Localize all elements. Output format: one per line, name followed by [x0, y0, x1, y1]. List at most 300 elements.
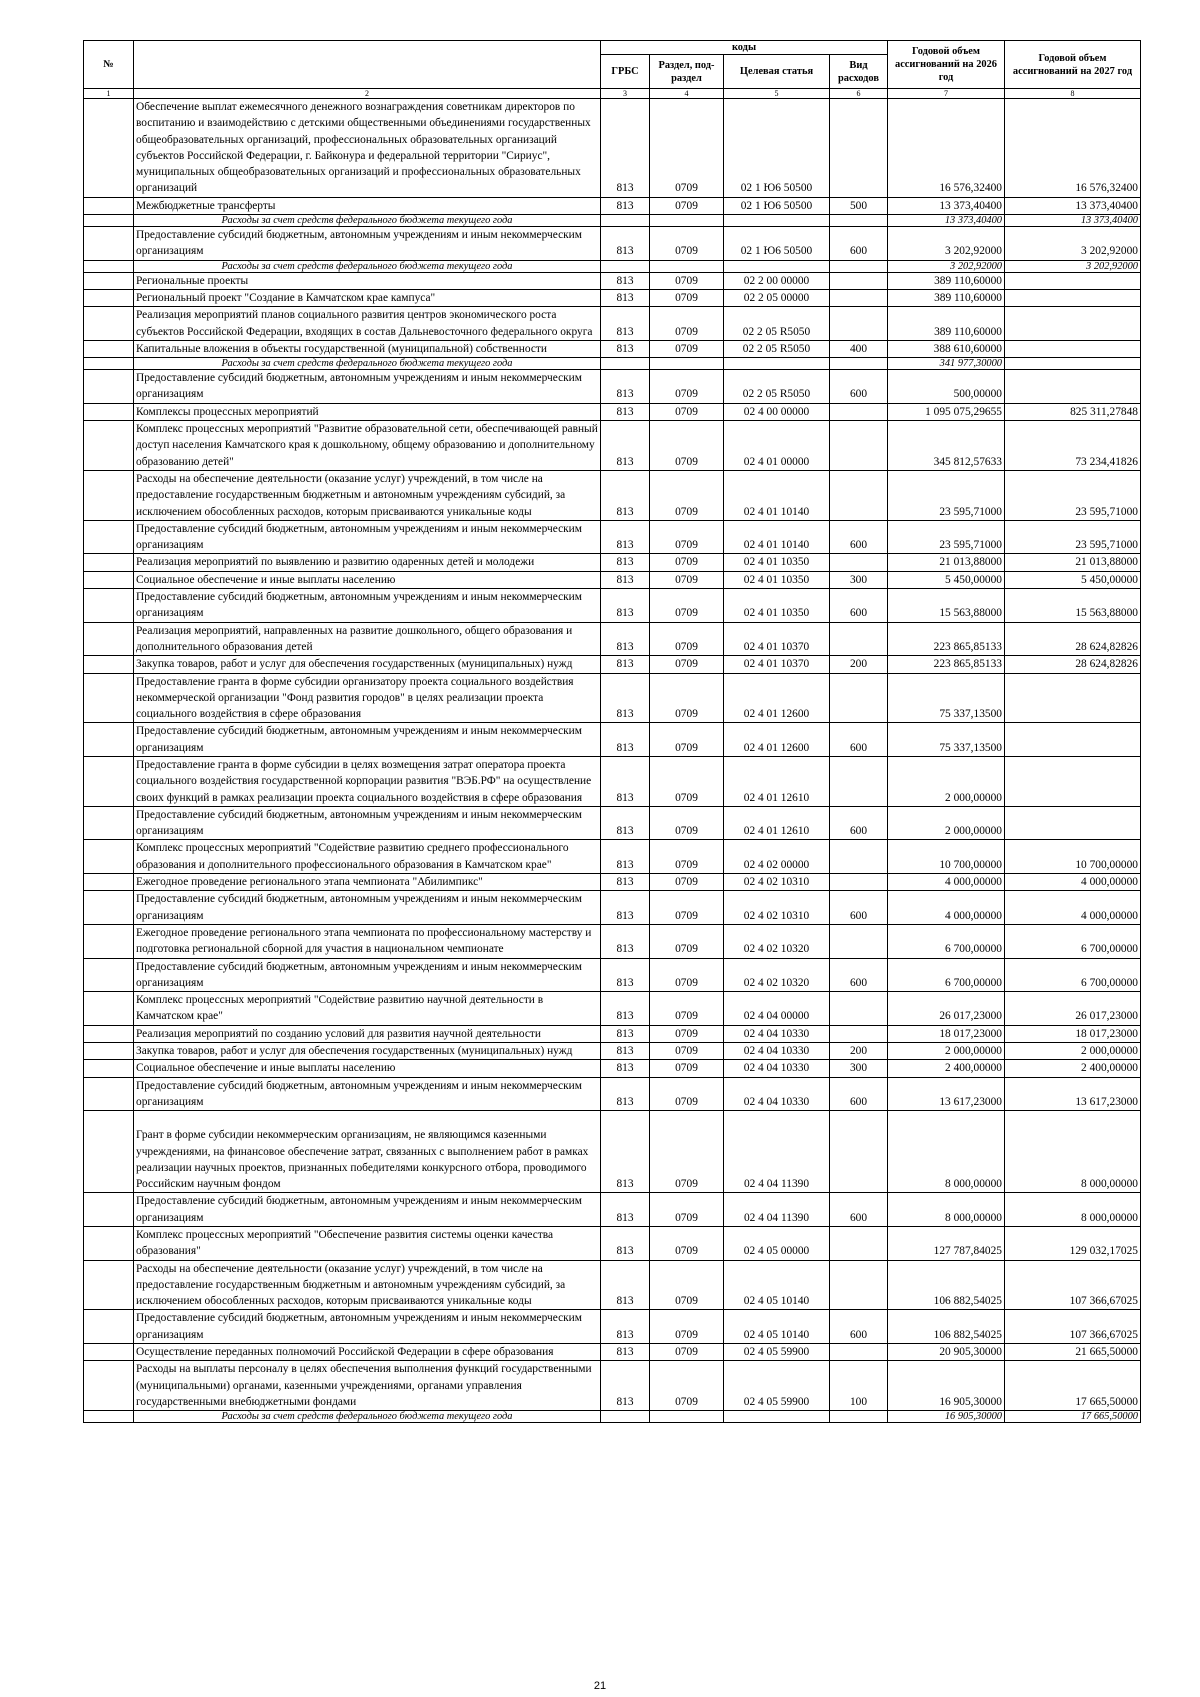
row-name-cell: Предоставление субсидий бюджетным, автономным учреждениям и иным некоммерческим организациям [134, 806, 601, 840]
row-name-cell: Обеспечение выплат ежемесячного денежного вознаграждения советникам директоров по воспитанию и взаимодействию с детскими общественными объединениями государственных общеобразовательных организаций, профессиональных образовательных организаций субъектов Российской Федерации, г. Байконура и федеральной территории "Сириус", муниципальных общеобразовательных организаций и профессиональных образовательных организаций [134, 99, 601, 198]
target-cell: 02 4 04 11390 [724, 1111, 830, 1193]
table-row [84, 891, 1141, 925]
grbs-cell: 813 [601, 1227, 650, 1261]
amount-2027-cell: 5 450,00000 [1005, 571, 1141, 588]
section-cell: 0709 [650, 421, 724, 471]
amount-2027-cell: 13 373,40400 [1005, 215, 1141, 227]
grbs-cell: 813 [601, 571, 650, 588]
grbs-cell: 813 [601, 1111, 650, 1193]
amount-2027-cell [1005, 272, 1141, 289]
target-cell: 02 4 05 59900 [724, 1344, 830, 1361]
amount-2027-cell: 2 000,00000 [1005, 1043, 1141, 1060]
grbs-cell: 813 [601, 554, 650, 571]
amount-2027-cell: 2 400,00000 [1005, 1060, 1141, 1077]
grbs-cell: 813 [601, 874, 650, 891]
section-cell: 0709 [650, 1043, 724, 1060]
row-number-cell [84, 520, 134, 554]
federal-funds-note-row [84, 358, 1141, 370]
amount-2027-cell [1005, 756, 1141, 806]
federal-funds-note-row [84, 260, 1141, 272]
row-name-cell: Предоставление субсидий бюджетным, автономным учреждениям и иным некоммерческим организациям [134, 589, 601, 623]
table-row [84, 470, 1141, 520]
target-cell: 02 2 05 R5050 [724, 307, 830, 341]
amount-2027-cell: 825 311,27848 [1005, 403, 1141, 420]
table-row [84, 874, 1141, 891]
amount-2027-cell [1005, 723, 1141, 757]
row-number-cell [84, 1077, 134, 1111]
table-row [84, 227, 1141, 261]
grbs-cell [601, 215, 650, 227]
row-name-cell: Комплекс процессных мероприятий "Содействие развитию среднего профессионального образования и дополнительного профессионального образования в Камчатском крае" [134, 840, 601, 874]
row-name-cell: Расходы за счет средств федерального бюджета текущего года [134, 1411, 601, 1423]
amount-2027-cell: 21 013,88000 [1005, 554, 1141, 571]
federal-funds-note-row [84, 215, 1141, 227]
amount-2026-cell: 5 450,00000 [888, 571, 1005, 588]
page-number: 21 [593, 1680, 607, 1692]
row-name-cell: Региональный проект "Создание в Камчатском крае кампуса" [134, 289, 601, 306]
section-cell: 0709 [650, 924, 724, 958]
row-name-cell: Реализация мероприятий по созданию условий для развития научной деятельности [134, 1025, 601, 1042]
grbs-cell: 813 [601, 421, 650, 471]
target-cell: 02 2 05 R5050 [724, 370, 830, 404]
row-name-cell: Предоставление субсидий бюджетным, автономным учреждениям и иным некоммерческим организациям [134, 370, 601, 404]
target-cell: 02 4 01 12600 [724, 673, 830, 723]
grbs-cell: 813 [601, 622, 650, 656]
kind-cell: 600 [830, 891, 888, 925]
target-cell: 02 4 01 10350 [724, 589, 830, 623]
amount-2026-cell: 75 337,13500 [888, 723, 1005, 757]
row-name-cell: Предоставление субсидий бюджетным, автономным учреждениям и иным некоммерческим организациям [134, 1310, 601, 1344]
row-name-cell: Реализация мероприятий по выявлению и развитию одаренных детей и молодежи [134, 554, 601, 571]
grbs-cell: 813 [601, 891, 650, 925]
grbs-cell: 813 [601, 1344, 650, 1361]
row-number-cell [84, 1344, 134, 1361]
row-name-cell: Осуществление переданных полномочий Российской Федерации в сфере образования [134, 1344, 601, 1361]
section-cell: 0709 [650, 723, 724, 757]
grbs-cell: 813 [601, 1077, 650, 1111]
row-name-cell: Предоставление гранта в форме субсидии в целях возмещения затрат оператора проекта социального воздействия государственной корпорации развития "ВЭБ.РФ" на осуществление своих функций в рамках реализации проекта социального воздействия в сфере образования [134, 756, 601, 806]
column-number-row [84, 89, 1141, 99]
kind-cell: 500 [830, 197, 888, 214]
amount-2026-cell: 26 017,23000 [888, 992, 1005, 1026]
target-cell [724, 1411, 830, 1423]
row-name-cell: Грант в форме субсидии некоммерческим организациям, не являющимся казенными учреждениями, на финансовое обеспечение затрат, связанных с выполнением работ в рамках реализации научных проектов, признанных победителями конкурсного отбора, проводимого Российским научным фондом [134, 1111, 601, 1193]
table-row [84, 1060, 1141, 1077]
amount-2027-cell: 16 576,32400 [1005, 99, 1141, 198]
amount-2027-cell: 26 017,23000 [1005, 992, 1141, 1026]
column-number: 6 [830, 89, 888, 99]
amount-2027-cell: 23 595,71000 [1005, 520, 1141, 554]
table-row [84, 656, 1141, 673]
row-name-cell: Социальное обеспечение и иные выплаты населению [134, 571, 601, 588]
amount-2026-cell: 3 202,92000 [888, 260, 1005, 272]
target-cell: 02 4 04 10330 [724, 1025, 830, 1042]
amount-2026-cell: 13 617,23000 [888, 1077, 1005, 1111]
grbs-cell: 813 [601, 1060, 650, 1077]
grbs-cell: 813 [601, 806, 650, 840]
amount-2027-cell: 8 000,00000 [1005, 1193, 1141, 1227]
kind-cell: 600 [830, 520, 888, 554]
row-name-cell: Расходы на выплаты персоналу в целях обеспечения выполнения функций государственными (муниципальными) органами, казенными учреждениями, органами управления государственными внебюджетными фондами [134, 1361, 601, 1411]
amount-2027-cell: 6 700,00000 [1005, 924, 1141, 958]
table-row [84, 1260, 1141, 1310]
section-cell: 0709 [650, 403, 724, 420]
header-section: Раздел, под-раздел [650, 55, 724, 89]
table-row [84, 992, 1141, 1026]
table-row [84, 1111, 1141, 1193]
amount-2026-cell: 2 000,00000 [888, 1043, 1005, 1060]
grbs-cell: 813 [601, 99, 650, 198]
grbs-cell: 813 [601, 272, 650, 289]
section-cell: 0709 [650, 227, 724, 261]
row-number-cell [84, 840, 134, 874]
section-cell: 0709 [650, 1077, 724, 1111]
amount-2027-cell: 3 202,92000 [1005, 260, 1141, 272]
grbs-cell: 813 [601, 958, 650, 992]
target-cell: 02 4 02 10310 [724, 874, 830, 891]
amount-2026-cell: 16 905,30000 [888, 1411, 1005, 1423]
row-number-cell [84, 1043, 134, 1060]
row-name-cell: Региональные проекты [134, 272, 601, 289]
kind-cell [830, 1111, 888, 1193]
section-cell: 0709 [650, 874, 724, 891]
row-name-cell: Расходы за счет средств федерального бюджета текущего года [134, 260, 601, 272]
kind-cell [830, 673, 888, 723]
row-name-cell: Закупка товаров, работ и услуг для обеспечения государственных (муниципальных) нужд [134, 656, 601, 673]
amount-2027-cell: 13 617,23000 [1005, 1077, 1141, 1111]
budget-document [83, 40, 1140, 1423]
row-number-cell [84, 470, 134, 520]
kind-cell [830, 307, 888, 341]
kind-cell [830, 992, 888, 1026]
amount-2027-cell: 10 700,00000 [1005, 840, 1141, 874]
row-name-cell: Межбюджетные трансферты [134, 197, 601, 214]
section-cell: 0709 [650, 1310, 724, 1344]
grbs-cell: 813 [601, 289, 650, 306]
target-cell: 02 1 Ю6 50500 [724, 197, 830, 214]
row-number-cell [84, 1310, 134, 1344]
header-2026: Годовой объем ассигнований на 2026 год [888, 41, 1005, 89]
kind-cell [830, 874, 888, 891]
grbs-cell: 813 [601, 992, 650, 1026]
row-name-cell: Предоставление субсидий бюджетным, автономным учреждениям и иным некоммерческим организациям [134, 723, 601, 757]
table-row [84, 421, 1141, 471]
row-name-cell: Предоставление субсидий бюджетным, автономным учреждениям и иным некоммерческим организациям [134, 958, 601, 992]
kind-cell: 600 [830, 958, 888, 992]
section-cell: 0709 [650, 756, 724, 806]
amount-2027-cell: 13 373,40400 [1005, 197, 1141, 214]
row-name-cell: Ежегодное проведение регионального этапа чемпионата по профессиональному мастерству и подготовка региональной сборной для участия в национальном чемпионате [134, 924, 601, 958]
row-name-cell: Расходы на обеспечение деятельности (оказание услуг) учреждений, в том числе на предоставление государственным бюджетным и автономным учреждениям субсидий, за исключением обособленных расходов, которым присваиваются уникальные коды [134, 470, 601, 520]
grbs-cell: 813 [601, 1310, 650, 1344]
target-cell: 02 4 02 00000 [724, 840, 830, 874]
kind-cell: 600 [830, 589, 888, 623]
table-row [84, 1025, 1141, 1042]
amount-2026-cell: 23 595,71000 [888, 520, 1005, 554]
section-cell: 0709 [650, 840, 724, 874]
header-number: № [84, 41, 134, 89]
row-number-cell [84, 589, 134, 623]
target-cell: 02 4 00 00000 [724, 403, 830, 420]
target-cell: 02 4 05 59900 [724, 1361, 830, 1411]
section-cell: 0709 [650, 958, 724, 992]
row-number-cell [84, 622, 134, 656]
amount-2026-cell: 16 905,30000 [888, 1361, 1005, 1411]
row-name-cell: Расходы за счет средств федерального бюджета текущего года [134, 215, 601, 227]
table-row [84, 589, 1141, 623]
target-cell: 02 4 01 12600 [724, 723, 830, 757]
row-number-cell [84, 554, 134, 571]
row-number-cell [84, 1260, 134, 1310]
amount-2026-cell: 106 882,54025 [888, 1310, 1005, 1344]
target-cell: 02 4 01 10350 [724, 571, 830, 588]
amount-2026-cell: 8 000,00000 [888, 1111, 1005, 1193]
table-row [84, 1361, 1141, 1411]
row-name-cell: Реализация мероприятий планов социального развития центров экономического роста субъектов Российской Федерации, входящих в состав Дальневосточного федерального округа [134, 307, 601, 341]
amount-2027-cell: 73 234,41826 [1005, 421, 1141, 471]
row-name-cell: Закупка товаров, работ и услуг для обеспечения государственных (муниципальных) нужд [134, 1043, 601, 1060]
amount-2026-cell: 3 202,92000 [888, 227, 1005, 261]
grbs-cell: 813 [601, 723, 650, 757]
row-number-cell [84, 403, 134, 420]
amount-2027-cell: 107 366,67025 [1005, 1310, 1141, 1344]
target-cell: 02 4 01 10350 [724, 554, 830, 571]
section-cell: 0709 [650, 1344, 724, 1361]
amount-2026-cell: 75 337,13500 [888, 673, 1005, 723]
table-row [84, 1077, 1141, 1111]
row-number-cell [84, 421, 134, 471]
grbs-cell: 813 [601, 340, 650, 357]
header-kind: Вид расходов [830, 55, 888, 89]
target-cell: 02 4 05 00000 [724, 1227, 830, 1261]
row-number-cell [84, 891, 134, 925]
target-cell: 02 4 04 00000 [724, 992, 830, 1026]
amount-2026-cell: 223 865,85133 [888, 656, 1005, 673]
target-cell: 02 4 04 10330 [724, 1060, 830, 1077]
grbs-cell [601, 358, 650, 370]
row-name-cell: Комплекс процессных мероприятий "Обеспечение развития системы оценки качества образования" [134, 1227, 601, 1261]
header-codes: коды [601, 41, 888, 55]
amount-2027-cell: 21 665,50000 [1005, 1344, 1141, 1361]
amount-2027-cell [1005, 358, 1141, 370]
target-cell: 02 4 01 12610 [724, 756, 830, 806]
amount-2027-cell: 3 202,92000 [1005, 227, 1141, 261]
target-cell: 02 4 05 10140 [724, 1310, 830, 1344]
row-number-cell [84, 924, 134, 958]
column-number: 7 [888, 89, 1005, 99]
target-cell: 02 4 05 10140 [724, 1260, 830, 1310]
table-row [84, 289, 1141, 306]
grbs-cell [601, 260, 650, 272]
amount-2026-cell: 16 576,32400 [888, 99, 1005, 198]
target-cell: 02 4 01 10140 [724, 470, 830, 520]
target-cell: 02 4 01 12610 [724, 806, 830, 840]
table-row [84, 1227, 1141, 1261]
row-number-cell [84, 806, 134, 840]
target-cell: 02 4 04 11390 [724, 1193, 830, 1227]
section-cell: 0709 [650, 656, 724, 673]
section-cell: 0709 [650, 806, 724, 840]
target-cell: 02 4 01 00000 [724, 421, 830, 471]
table-row [84, 554, 1141, 571]
grbs-cell: 813 [601, 673, 650, 723]
grbs-cell: 813 [601, 1193, 650, 1227]
grbs-cell: 813 [601, 1260, 650, 1310]
amount-2027-cell: 17 665,50000 [1005, 1411, 1141, 1423]
amount-2026-cell: 6 700,00000 [888, 958, 1005, 992]
row-number-cell [84, 370, 134, 404]
table-row [84, 272, 1141, 289]
row-number-cell [84, 197, 134, 214]
amount-2026-cell: 13 373,40400 [888, 215, 1005, 227]
column-number: 4 [650, 89, 724, 99]
target-cell: 02 4 02 10320 [724, 958, 830, 992]
target-cell: 02 4 02 10310 [724, 891, 830, 925]
column-number: 2 [134, 89, 601, 99]
amount-2027-cell: 28 624,82826 [1005, 622, 1141, 656]
table-row [84, 571, 1141, 588]
table-row [84, 370, 1141, 404]
table-row [84, 1193, 1141, 1227]
kind-cell: 300 [830, 571, 888, 588]
grbs-cell: 813 [601, 227, 650, 261]
amount-2027-cell: 28 624,82826 [1005, 656, 1141, 673]
row-number-cell [84, 992, 134, 1026]
section-cell: 0709 [650, 622, 724, 656]
kind-cell [830, 403, 888, 420]
amount-2026-cell: 13 373,40400 [888, 197, 1005, 214]
section-cell [650, 1411, 724, 1423]
target-cell: 02 4 04 10330 [724, 1077, 830, 1111]
row-number-cell [84, 272, 134, 289]
grbs-cell: 813 [601, 1043, 650, 1060]
row-number-cell [84, 656, 134, 673]
kind-cell [830, 470, 888, 520]
row-number-cell [84, 227, 134, 261]
table-row [84, 403, 1141, 420]
amount-2026-cell: 388 610,60000 [888, 340, 1005, 357]
row-name-cell: Предоставление субсидий бюджетным, автономным учреждениям и иным некоммерческим организациям [134, 227, 601, 261]
target-cell: 02 2 05 00000 [724, 289, 830, 306]
row-name-cell: Расходы на обеспечение деятельности (оказание услуг) учреждений, в том числе на предоставление государственным бюджетным и автономным учреждениям субсидий, за исключением обособленных расходов, которым присваиваются уникальные коды [134, 1260, 601, 1310]
table-body [84, 99, 1141, 1423]
kind-cell: 600 [830, 227, 888, 261]
kind-cell [830, 289, 888, 306]
table-row [84, 307, 1141, 341]
row-number-cell [84, 958, 134, 992]
row-number-cell [84, 1361, 134, 1411]
kind-cell [830, 1411, 888, 1423]
amount-2026-cell: 4 000,00000 [888, 891, 1005, 925]
amount-2026-cell: 389 110,60000 [888, 289, 1005, 306]
row-number-cell [84, 307, 134, 341]
amount-2026-cell: 1 095 075,29655 [888, 403, 1005, 420]
amount-2027-cell [1005, 673, 1141, 723]
section-cell: 0709 [650, 589, 724, 623]
amount-2026-cell: 389 110,60000 [888, 307, 1005, 341]
amount-2027-cell: 107 366,67025 [1005, 1260, 1141, 1310]
row-name-cell: Социальное обеспечение и иные выплаты населению [134, 1060, 601, 1077]
section-cell: 0709 [650, 520, 724, 554]
amount-2027-cell: 18 017,23000 [1005, 1025, 1141, 1042]
row-number-cell [84, 260, 134, 272]
section-cell: 0709 [650, 673, 724, 723]
table-row [84, 924, 1141, 958]
amount-2027-cell [1005, 340, 1141, 357]
row-number-cell [84, 215, 134, 227]
table-row [84, 673, 1141, 723]
row-number-cell [84, 1111, 134, 1193]
section-cell: 0709 [650, 1260, 724, 1310]
amount-2026-cell: 500,00000 [888, 370, 1005, 404]
grbs-cell: 813 [601, 1025, 650, 1042]
section-cell: 0709 [650, 1060, 724, 1077]
row-number-cell [84, 723, 134, 757]
row-name-cell: Комплекс процессных мероприятий "Содействие развитию научной деятельности в Камчатском крае" [134, 992, 601, 1026]
amount-2026-cell: 8 000,00000 [888, 1193, 1005, 1227]
row-name-cell: Расходы за счет средств федерального бюджета текущего года [134, 358, 601, 370]
row-number-cell [84, 99, 134, 198]
amount-2027-cell: 23 595,71000 [1005, 470, 1141, 520]
table-row [84, 756, 1141, 806]
target-cell: 02 1 Ю6 50500 [724, 99, 830, 198]
kind-cell: 200 [830, 656, 888, 673]
target-cell: 02 4 01 10370 [724, 656, 830, 673]
row-name-cell: Комплекс процессных мероприятий "Развитие образовательной сети, обеспечивающей равный доступ населения Камчатского края к дошкольному, общему образованию и дополнительному образованию детей" [134, 421, 601, 471]
grbs-cell: 813 [601, 1361, 650, 1411]
kind-cell [830, 924, 888, 958]
section-cell: 0709 [650, 1227, 724, 1261]
amount-2026-cell: 20 905,30000 [888, 1344, 1005, 1361]
column-number: 3 [601, 89, 650, 99]
target-cell: 02 4 01 10370 [724, 622, 830, 656]
kind-cell [830, 421, 888, 471]
section-cell: 0709 [650, 470, 724, 520]
row-number-cell [84, 673, 134, 723]
federal-funds-note-row [84, 1411, 1141, 1423]
section-cell: 0709 [650, 571, 724, 588]
target-cell: 02 4 02 10320 [724, 924, 830, 958]
table-row [84, 806, 1141, 840]
table-header [84, 41, 1141, 99]
row-number-cell [84, 289, 134, 306]
row-name-cell: Комплексы процессных мероприятий [134, 403, 601, 420]
kind-cell [830, 260, 888, 272]
amount-2026-cell: 6 700,00000 [888, 924, 1005, 958]
amount-2026-cell: 23 595,71000 [888, 470, 1005, 520]
table-row [84, 1344, 1141, 1361]
amount-2027-cell: 15 563,88000 [1005, 589, 1141, 623]
grbs-cell: 813 [601, 589, 650, 623]
row-name-cell: Предоставление гранта в форме субсидии организатору проекта социального воздействия некоммерческой организации "Фонд развития городов" в целях реализации проекта социального воздействия в сфере образования [134, 673, 601, 723]
section-cell: 0709 [650, 1193, 724, 1227]
row-number-cell [84, 1193, 134, 1227]
amount-2026-cell: 127 787,84025 [888, 1227, 1005, 1261]
section-cell: 0709 [650, 992, 724, 1026]
amount-2027-cell: 8 000,00000 [1005, 1111, 1141, 1193]
column-number: 5 [724, 89, 830, 99]
row-name-cell: Капитальные вложения в объекты государственной (муниципальной) собственности [134, 340, 601, 357]
row-number-cell [84, 358, 134, 370]
target-cell: 02 4 04 10330 [724, 1043, 830, 1060]
kind-cell [830, 272, 888, 289]
row-number-cell [84, 874, 134, 891]
amount-2027-cell: 4 000,00000 [1005, 891, 1141, 925]
target-cell [724, 215, 830, 227]
section-cell: 0709 [650, 340, 724, 357]
grbs-cell: 813 [601, 370, 650, 404]
row-number-cell [84, 340, 134, 357]
